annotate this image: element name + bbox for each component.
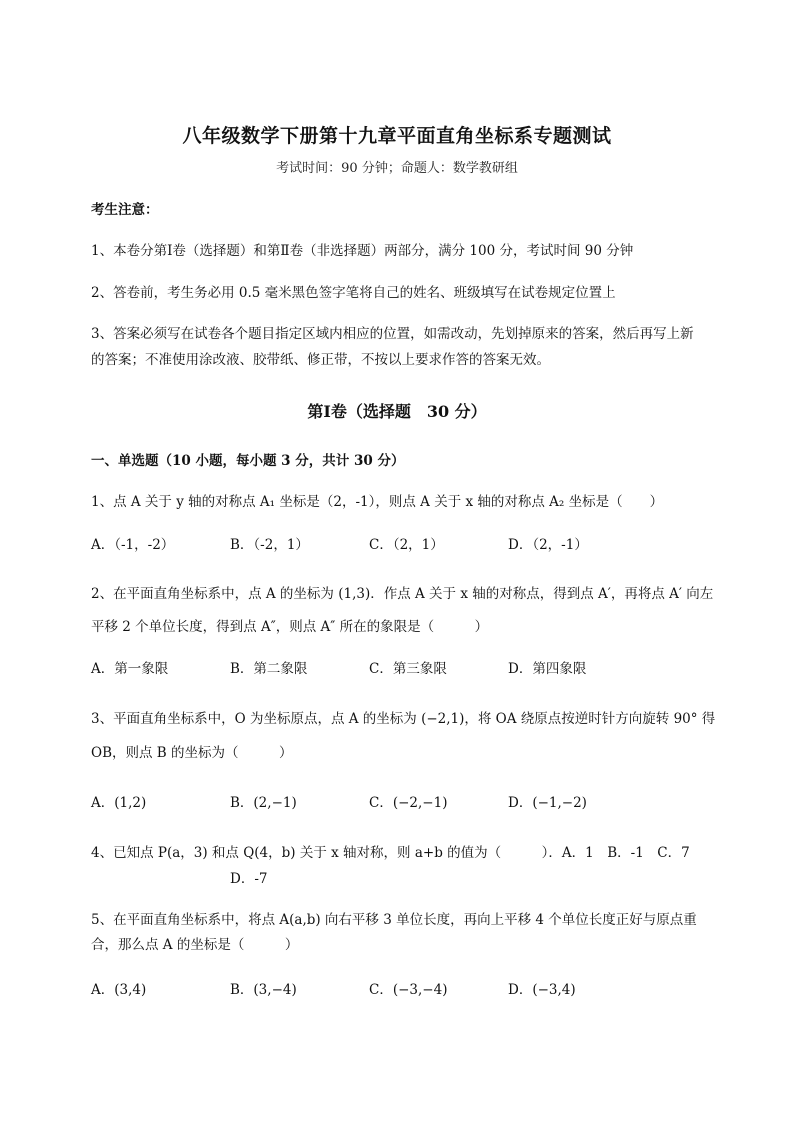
question-1-option-a[interactable]: A．（-1，-2）	[91, 537, 175, 553]
question-3-stem-continued: OB，则点 B 的坐标为（ ）	[91, 745, 293, 761]
notice-item-2: 2、答卷前，考生务必用 0.5 毫米黑色签字笔将自己的姓名、班级填写在试卷规定位置上	[91, 285, 616, 301]
question-3-option-c[interactable]: C．(−2,−1)	[369, 795, 448, 811]
notice-item-3: 3、答案必须写在试卷各个题目指定区域内相应的位置，如需改动，先划掉原来的答案，然后再写上新	[91, 326, 694, 342]
question-5-stem-continued: 合，那么点 A 的坐标是（ ）	[91, 937, 299, 953]
notice-heading: 考生注意：	[91, 202, 159, 218]
question-2-option-c[interactable]: C．第三象限	[369, 661, 447, 677]
question-3-option-a[interactable]: A．(1,2)	[91, 795, 147, 811]
question-5-option-a[interactable]: A．(3,4)	[91, 982, 147, 998]
question-5-option-b[interactable]: B．(3,−4)	[230, 982, 297, 998]
question-5-stem: 5、在平面直角坐标系中，将点 A(a,b) 向右平移 3 单位长度，再向上平移 4 个单位长度正好与原点重	[91, 912, 697, 928]
page-subtitle: 考试时间：90 分钟；命题人：数学教研组	[276, 161, 518, 176]
section-title: 第Ⅰ卷（选择题 30 分）	[307, 402, 487, 421]
question-4-stem: 4、已知点 P(a，3) 和点 Q(4，b) 关于 x 轴对称，则 a+b 的值为（ ）．A．1 B．-1 C．7	[91, 845, 690, 861]
question-2-options	[91, 659, 711, 679]
question-1-option-c[interactable]: C．（2，1）	[369, 537, 444, 553]
question-1-stem: 1、点 A 关于 y 轴的对称点 A₁ 坐标是（2，-1），则点 A 关于 x 轴的对称点 A₂ 坐标是（ ）	[91, 494, 664, 510]
question-3-option-b[interactable]: B．(2,−1)	[230, 795, 297, 811]
question-1-option-b[interactable]: B．（-2，1）	[230, 537, 309, 553]
part-heading: 一、单选题（10 小题，每小题 3 分，共计 30 分）	[91, 453, 405, 469]
notice-item-1: 1、本卷分第Ⅰ卷（选择题）和第Ⅱ卷（非选择题）两部分，满分 100 分，考试时间 90 分钟	[91, 243, 634, 259]
question-2-option-d[interactable]: D．第四象限	[508, 661, 587, 677]
question-2-option-a[interactable]: A．第一象限	[91, 661, 169, 677]
question-1-options	[91, 535, 711, 555]
question-5-options	[91, 980, 711, 1000]
question-2-stem: 2、在平面直角坐标系中，点 A 的坐标为 (1,3)．作点 A 关于 x 轴的对称点，得到点 A′，再将点 A′ 向左	[91, 586, 714, 602]
question-4-option-d[interactable]: D．-7	[230, 871, 268, 887]
question-2-option-b[interactable]: B．第二象限	[230, 661, 308, 677]
question-5-option-d[interactable]: D．(−3,4)	[508, 982, 576, 998]
question-1-option-d[interactable]: D．（2，-1）	[508, 537, 588, 553]
question-3-options	[91, 793, 711, 813]
question-5-option-c[interactable]: C．(−3,−4)	[369, 982, 448, 998]
question-3-option-d[interactable]: D．(−1,−2)	[508, 795, 587, 811]
question-3-stem: 3、平面直角坐标系中，O 为坐标原点，点 A 的坐标为 (−2,1)，将 OA 绕原点按逆时针方向旋转 90° 得	[91, 711, 716, 727]
question-2-stem-continued: 平移 2 个单位长度，得到点 A″，则点 A″ 所在的象限是（ ）	[91, 619, 489, 635]
notice-item-3-continued: 的答案；不准使用涂改液、胶带纸、修正带，不按以上要求作答的答案无效。	[91, 352, 550, 368]
page-title: 八年级数学下册第十九章平面直角坐标系专题测试	[182, 125, 612, 147]
